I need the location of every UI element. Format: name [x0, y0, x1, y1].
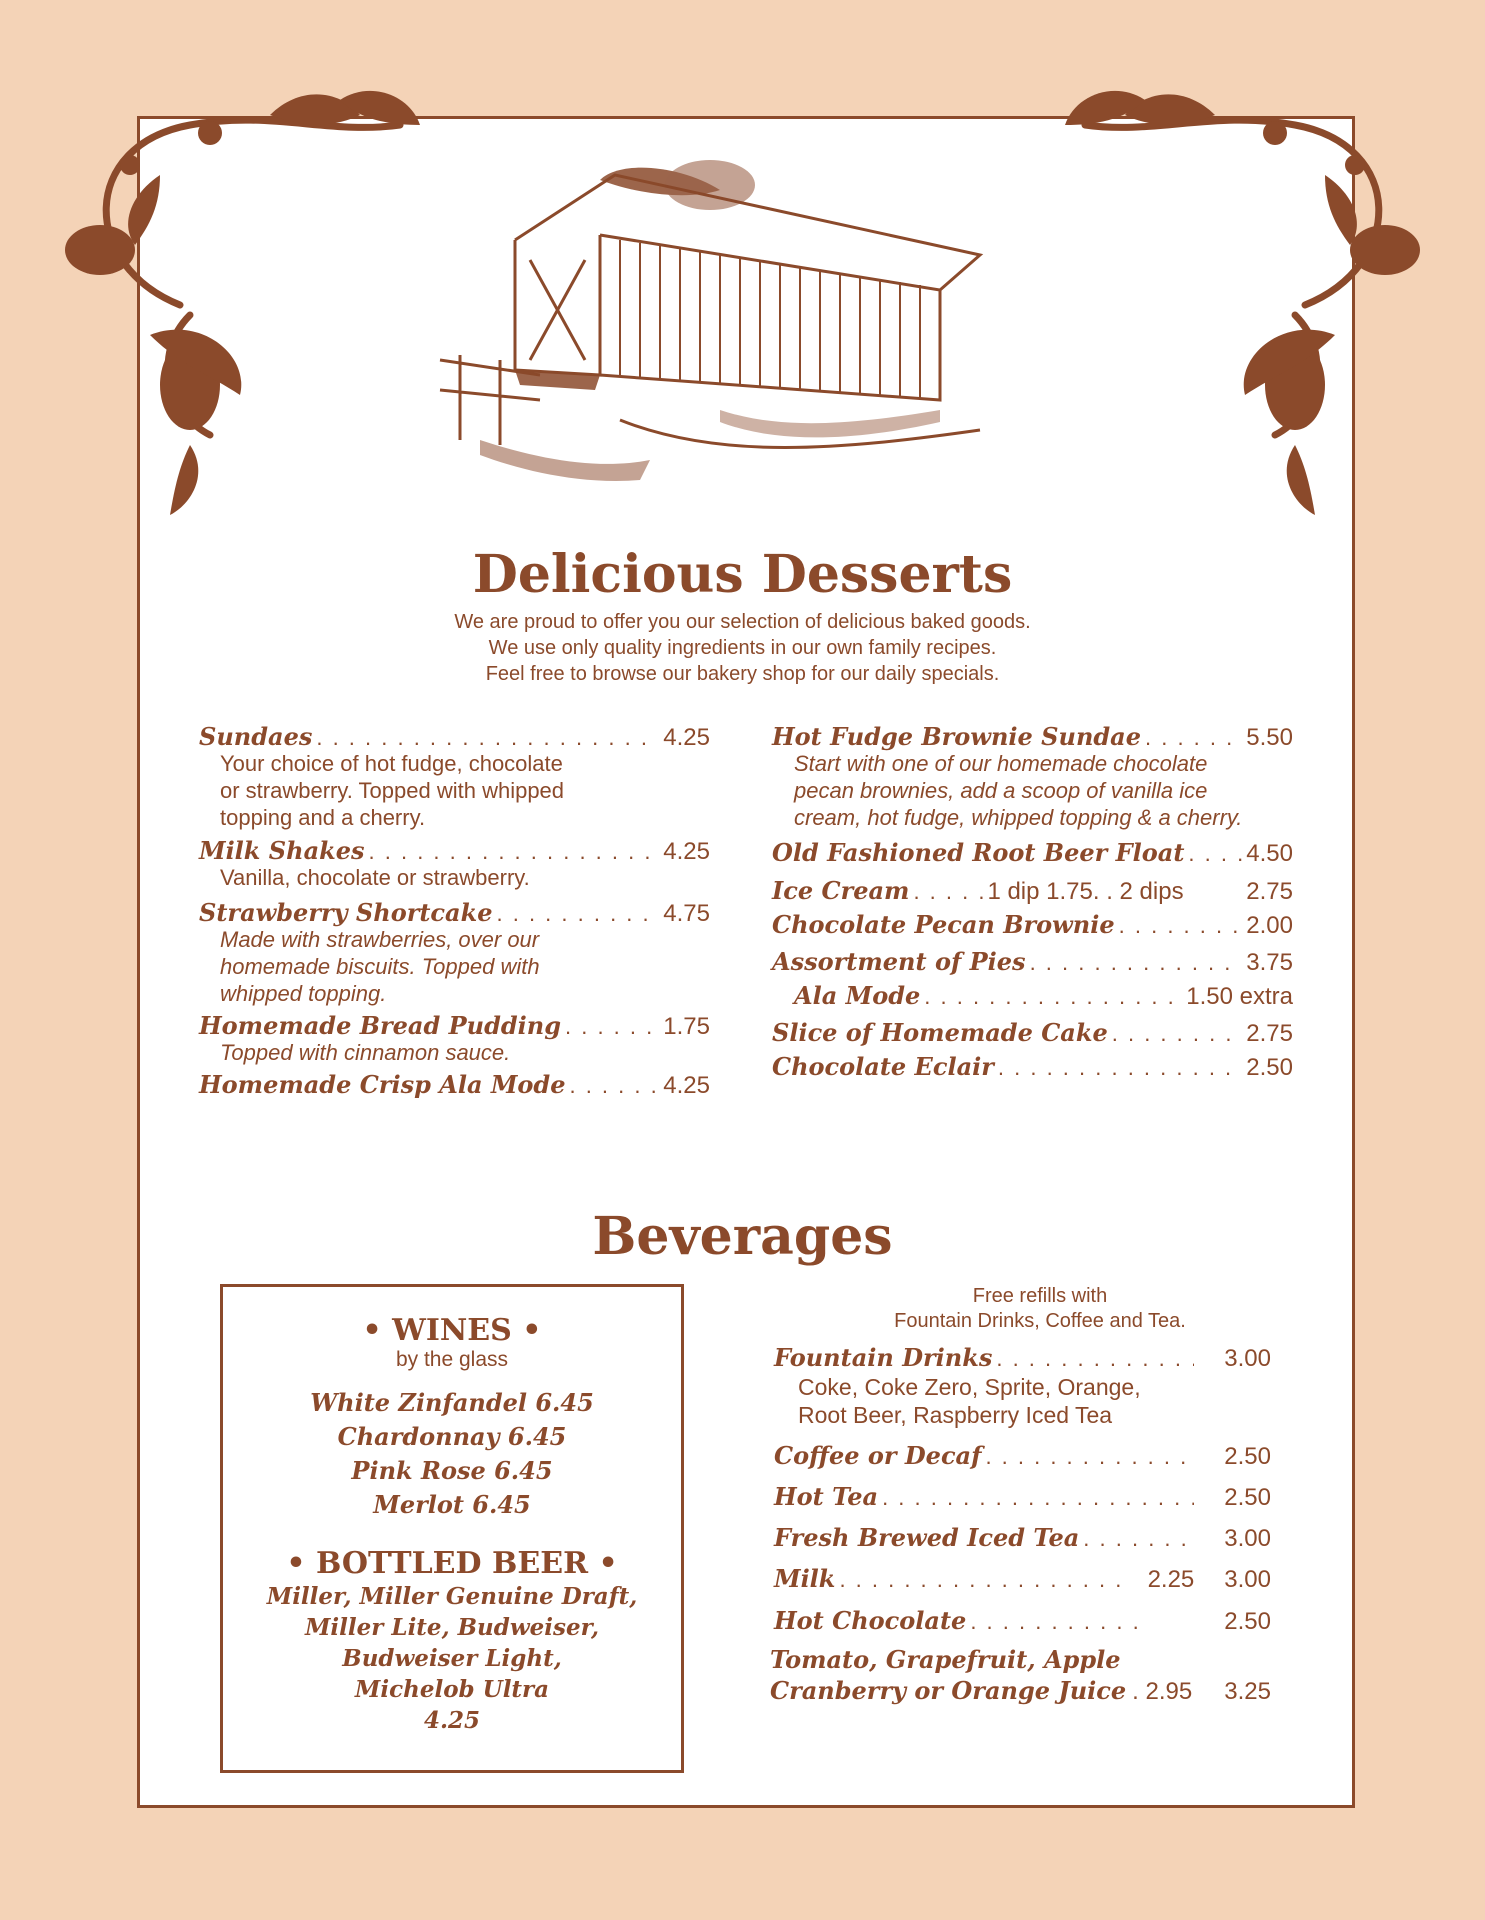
item-name: Chocolate Pecan Brownie — [772, 910, 1115, 939]
dessert-item-root-beer-float — [772, 838, 1293, 868]
item-price: 4.25 — [663, 838, 710, 865]
covered-bridge-illustration-icon — [420, 160, 1040, 500]
item-price: 3.75 — [1246, 949, 1293, 976]
wines-heading: • WINES • — [362, 1313, 542, 1348]
wine-item: White Zinfandel 6.45 — [310, 1388, 594, 1417]
item-price: 4.50 — [1246, 840, 1293, 867]
item-price: 2.50 — [1224, 1443, 1271, 1470]
item-price: 4.75 — [663, 900, 710, 927]
wine-item: Merlot 6.45 — [373, 1490, 531, 1519]
leader-dots — [1188, 841, 1242, 867]
drink-item-milk — [774, 1564, 1271, 1594]
item-name: Assortment of Pies — [772, 947, 1026, 976]
beer-line: Michelob Ultra — [354, 1676, 550, 1703]
item-description: Topped with cinnamon sauce. — [220, 1040, 511, 1065]
item-name: Milk Shakes — [199, 836, 365, 865]
dessert-item-assortment-of-pies — [772, 947, 1293, 977]
leader-dots — [996, 1346, 1194, 1372]
item-price: 2.50 — [1224, 1608, 1271, 1635]
dessert-item-milk-shakes — [199, 836, 710, 866]
item-name: Homemade Bread Pudding — [199, 1011, 561, 1040]
leader-dots — [497, 901, 660, 927]
leader-dots — [924, 984, 1182, 1010]
item-description: Coke, Coke Zero, Sprite, Orange, Root Beer, Raspberry Iced Tea — [798, 1374, 1141, 1428]
item-name: Hot Fudge Brownie Sundae — [772, 722, 1141, 751]
dessert-item-crisp-ala-mode — [199, 1070, 710, 1100]
item-price: 3.25 — [1224, 1678, 1271, 1705]
dessert-item-bread-pudding — [199, 1011, 710, 1041]
item-description: Made with strawberries, over our homemade biscuits. Topped with whipped topping. — [220, 927, 540, 1006]
drink-item-iced-tea — [774, 1523, 1271, 1553]
item-description: Your choice of hot fudge, chocolate or strawberry. Topped with whipped topping and a cherry. — [220, 751, 565, 830]
item-price: 2.50 — [1224, 1484, 1271, 1511]
beer-heading: • BOTTLED BEER • — [286, 1546, 618, 1581]
wines-beer-box — [220, 1284, 684, 1773]
leader-dots — [913, 879, 983, 905]
item-description: Start with one of our homemade chocolate pecan brownies, add a scoop of vanilla ice cream, hot fudge, whipped topping & a cherry. — [794, 751, 1243, 830]
leader-dots — [316, 725, 659, 751]
leader-dots — [1083, 1526, 1194, 1552]
leader-dots — [985, 1444, 1194, 1470]
wines-subheading: by the glass — [395, 1348, 509, 1371]
item-name: Fountain Drinks — [774, 1343, 993, 1372]
item-price: 4.25 — [663, 1072, 710, 1099]
item-name: Fresh Brewed Iced Tea — [774, 1523, 1080, 1552]
drink-item-juice — [770, 1676, 1271, 1706]
item-name: Old Fashioned Root Beer Float — [772, 838, 1185, 867]
item-price: 1.75 — [663, 1013, 710, 1040]
floral-ribbon-ornament-left-icon — [40, 55, 460, 535]
floral-ribbon-ornament-right-icon — [1025, 55, 1445, 535]
leader-dots — [569, 1073, 659, 1099]
leader-dots — [565, 1014, 659, 1040]
item-price: 4.25 — [663, 724, 710, 751]
drink-item-coffee — [774, 1441, 1271, 1471]
item-name: Hot Tea — [774, 1482, 879, 1511]
beer-line: Miller, Miller Genuine Draft, — [266, 1583, 638, 1610]
item-name: Homemade Crisp Ala Mode — [199, 1070, 566, 1099]
beer-line: Miller Lite, Budweiser, — [304, 1614, 600, 1641]
leader-dots — [839, 1567, 1125, 1593]
item-name: Slice of Homemade Cake — [772, 1018, 1108, 1047]
item-name: Ice Cream — [772, 876, 910, 905]
item-price: 2.75 — [1246, 878, 1293, 905]
drink-item-fountain-drinks — [774, 1343, 1271, 1373]
beer-line: Budweiser Light, — [342, 1645, 562, 1672]
refill-note: Free refills with Fountain Drinks, Coffee and Tea. — [894, 1285, 1186, 1332]
wine-item: Pink Rose 6.45 — [351, 1456, 553, 1485]
leader-dots — [369, 839, 660, 865]
leader-dots — [1030, 950, 1243, 976]
item-price: 2.50 — [1246, 1054, 1293, 1081]
leader-dots — [1112, 1021, 1243, 1047]
drink-item-hot-tea — [774, 1482, 1271, 1512]
desserts-title: Delicious Desserts — [472, 544, 1013, 605]
dessert-item-ala-mode — [794, 981, 1293, 1011]
leader-dots — [1119, 913, 1243, 939]
leader-dots — [970, 1609, 1140, 1635]
item-price: 1.50 extra — [1186, 983, 1293, 1010]
item-price-small: 2.25 — [1147, 1566, 1195, 1593]
desserts-intro-2: We use only quality ingredients in our own family recipes. — [488, 637, 997, 659]
desserts-intro-1: We are proud to offer you our selection of delicious baked goods. — [454, 611, 1031, 633]
item-name: Ala Mode — [794, 981, 921, 1010]
item-price: 3.00 — [1224, 1345, 1271, 1372]
beverages-title: Beverages — [592, 1206, 893, 1267]
item-price: 2.75 — [1246, 1020, 1293, 1047]
item-price: 3.00 — [1224, 1566, 1271, 1593]
beer-price: 4.25 — [423, 1707, 481, 1734]
dessert-item-strawberry-shortcake — [199, 898, 710, 928]
item-name: Cranberry or Orange Juice — [770, 1676, 1127, 1705]
drink-item-hot-chocolate — [774, 1606, 1271, 1636]
leader-dots — [1145, 725, 1242, 751]
dessert-item-homemade-cake — [772, 1018, 1293, 1048]
desserts-intro-3: Feel free to browse our bakery shop for our daily specials. — [485, 663, 1000, 685]
dessert-item-chocolate-pecan-brownie — [772, 910, 1293, 940]
dessert-item-ice-cream — [772, 876, 1293, 906]
item-name: Coffee or Decaf — [774, 1441, 982, 1470]
item-name: Milk — [774, 1564, 836, 1593]
leader-dots — [882, 1485, 1194, 1511]
item-name: Strawberry Shortcake — [199, 898, 493, 927]
item-name: Chocolate Eclair — [772, 1052, 994, 1081]
dessert-item-hot-fudge-brownie-sundae — [772, 722, 1293, 752]
item-price-detail: 1 dip 1.75. . 2 dips — [987, 878, 1184, 905]
dessert-item-chocolate-eclair — [772, 1052, 1293, 1082]
drink-item-juice-line1: Tomato, Grapefruit, Apple — [770, 1645, 1121, 1674]
dessert-item-sundaes — [199, 722, 710, 752]
wine-item: Chardonnay 6.45 — [337, 1422, 567, 1451]
item-price: 3.00 — [1224, 1525, 1271, 1552]
item-description: Vanilla, chocolate or strawberry. — [220, 865, 530, 890]
item-price: 5.50 — [1246, 724, 1293, 751]
leader-dots — [998, 1055, 1242, 1081]
item-name: Hot Chocolate — [774, 1606, 967, 1635]
item-price: 2.00 — [1246, 912, 1293, 939]
item-name: Sundaes — [199, 722, 313, 751]
item-price-small: . 2.95 — [1132, 1678, 1193, 1705]
